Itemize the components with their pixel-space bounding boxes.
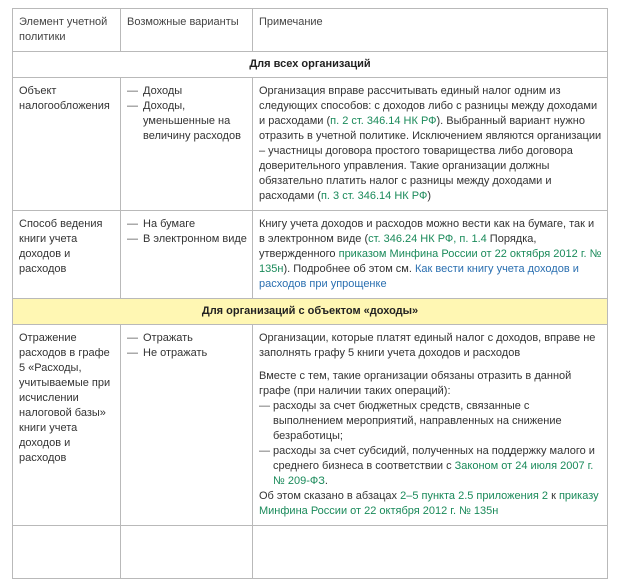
options-cell-empty bbox=[121, 526, 253, 579]
note-text: Книгу учета доходов и расходов можно вести как на бумаге, так и в электронном виде ( bbox=[259, 218, 595, 245]
order-link[interactable]: приказом Минфина России от 22 октября 2012 г. № 135н bbox=[259, 248, 602, 275]
element-cell-empty bbox=[13, 526, 121, 579]
accounting-policy-table bbox=[12, 8, 608, 579]
table-row bbox=[13, 325, 608, 526]
list-item bbox=[259, 444, 602, 489]
note-text: к bbox=[548, 490, 559, 502]
note-cell bbox=[253, 325, 608, 526]
option-item: — Доходы, уменьшенные на величину расходов bbox=[127, 99, 247, 144]
law-link[interactable]: Законом от 24 июля 2007 г. № 209-ФЗ bbox=[273, 460, 594, 487]
list-item-text: . bbox=[324, 475, 328, 487]
option-item: — В электронном виде bbox=[127, 232, 247, 247]
expense-list bbox=[259, 399, 602, 489]
note-text: Об этом сказано в абзацах bbox=[259, 490, 401, 502]
note-text: ). Выбранный вариант нужно отразить в учетной политике. Исключением являются организации – участницы договора простого товарищества либо договора доверительного управления. Такие организации должны обязательно платить налог с разницы между доходами и расходами ( bbox=[259, 115, 602, 202]
law-link[interactable]: п. 2 ст. 346.14 НК РФ bbox=[330, 115, 437, 127]
header-row bbox=[13, 9, 608, 52]
header-note: Примечание bbox=[253, 9, 608, 52]
appendix-link[interactable]: 2–5 пункта 2.5 приложения 2 bbox=[400, 490, 549, 502]
table-row bbox=[13, 78, 608, 211]
option-item: — На бумаге bbox=[127, 217, 247, 232]
list-item bbox=[259, 399, 602, 444]
note-paragraph: Организации, которые платят единый налог с доходов, вправе не заполнять графу 5 книги учета доходов и расходов bbox=[259, 332, 596, 359]
article-link[interactable]: Как вести книгу учета доходов и расходов при упрощенке bbox=[259, 263, 579, 290]
options-cell bbox=[121, 78, 253, 211]
section-row-all bbox=[13, 52, 608, 78]
option-item: — Не отражать bbox=[127, 346, 247, 361]
element-cell: Способ ведения книги учета доходов и расходов bbox=[13, 211, 121, 299]
note-cell bbox=[253, 78, 608, 211]
option-item: — Доходы bbox=[127, 84, 247, 99]
option-item: — Отражать bbox=[127, 331, 247, 346]
table-row bbox=[13, 211, 608, 299]
list-item-text: расходы за счет субсидий, полученных на поддержку малого и среднего бизнеса в соответствии с bbox=[273, 445, 595, 472]
header-element: Элемент учетной политики bbox=[13, 9, 121, 52]
options-cell bbox=[121, 325, 253, 526]
law-link[interactable]: ст. 346.24 НК РФ, п. 1.4 bbox=[368, 233, 487, 245]
note-text: ) bbox=[427, 190, 431, 202]
note-paragraph: Вместе с тем, такие организации обязаны отразить в данной графе (при наличии таких операций): bbox=[259, 370, 572, 397]
note-text: ). Подробнее об этом см. bbox=[283, 263, 415, 275]
header-options: Возможные варианты bbox=[121, 9, 253, 52]
order-link[interactable]: приказу Минфина России от 22 октября 2012 г. № 135н bbox=[259, 490, 599, 517]
note-text: Организация вправе рассчитывать единый налог одним из следующих способов: с доходов либо с разницы между доходами и расходами ( bbox=[259, 85, 598, 127]
note-cell-empty bbox=[253, 526, 608, 579]
element-cell: Объект налогообложения bbox=[13, 78, 121, 211]
options-cell bbox=[121, 211, 253, 299]
note-cell bbox=[253, 211, 608, 299]
list-item-text: расходы за счет бюджетных средств, связанные с выполнением мероприятий, направленных на снижение безработицы; bbox=[273, 400, 562, 442]
note-paragraph bbox=[259, 489, 602, 519]
law-link[interactable]: п. 3 ст. 346.14 НК РФ bbox=[320, 190, 428, 202]
section-title-income: Для организаций с объектом «доходы» bbox=[13, 299, 608, 325]
element-cell: Отражение расходов в графе 5 «Расходы, учитываемые при исчислении налоговой базы» книги учета доходов и расходов bbox=[13, 325, 121, 526]
note-text: Порядка, утвержденного bbox=[259, 233, 537, 260]
table-row-partial bbox=[13, 526, 608, 579]
section-title-all: Для всех организаций bbox=[13, 52, 608, 78]
section-row-income bbox=[13, 299, 608, 325]
